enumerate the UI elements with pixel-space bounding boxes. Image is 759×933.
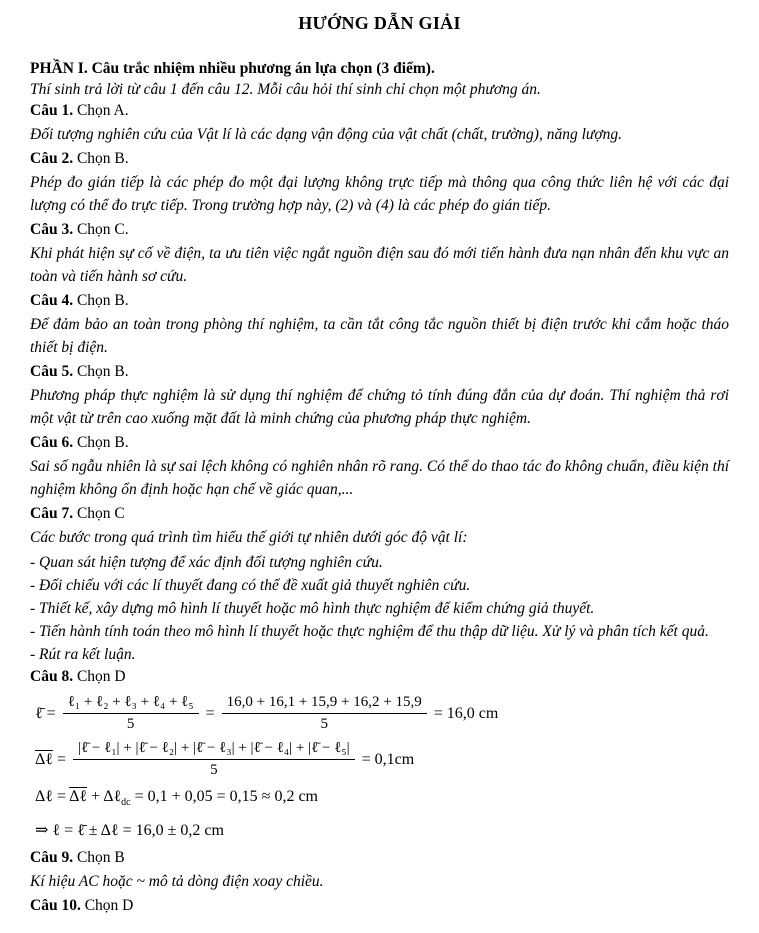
answer-choice: Chọn B. [76,292,129,309]
answer-line-cau-7 [30,503,729,525]
formula-text: + Δℓ [87,788,122,805]
formula-subscript: dc [121,797,131,808]
explanation-cau-5: Phương pháp thực nghiệm là sử dụng thí nghiệm để chứng tỏ tính đúng đắn của dự đoán. Thí nghiệm thả rơi một vật từ trên cao xuống mặt đất là minh chứng của phương pháp thực nghiệm. [30,387,729,427]
part1-instruction: Thí sinh trả lời từ câu 1 đến câu 12. Mỗi câu hỏi thí sinh chỉ chọn một phương án. [30,81,541,98]
answer-choice: Chọn B. [76,150,129,167]
answer-label: Câu 9. [30,849,74,866]
answer-line-cau-1 [30,100,729,122]
answer-choice: Chọn D [84,897,134,914]
formula-result: = 16,0 cm [429,704,499,722]
formula-lhs-overline: Δℓ [35,750,53,768]
fraction-denominator: 5 [126,716,135,732]
answer-label: Câu 3. [30,221,74,238]
explanation-cau-6: Sai số ngẫu nhiên là sự sai lệch không có nghiên nhân rõ rang. Có thể do thao tác đo không chuẩn, điều kiện thí nghiệm không ổn định hoặc hạn chế về giác quan,... [30,458,729,498]
fraction-numerator: ℓ₁ + ℓ₂ + ℓ₃ + ℓ₄ + ℓ₅ [63,693,199,714]
fraction [73,739,355,780]
fraction [63,693,199,734]
answer-choice: Chọn D [76,668,126,685]
answer-label: Câu 6. [30,434,74,451]
answer-choice: Chọn C. [76,221,129,238]
explanation-cau-4: Để đảm bảo an toàn trong phòng thí nghiệm, ta cần tắt công tắc nguồn thiết bị điện trước khi cắm hoặc tháo thiết bị điện. [30,316,729,356]
formula-overline: Δℓ [69,788,88,805]
formula-text: Δℓ = [35,788,70,805]
bullet-item: - Đối chiếu với các lí thuyết đang có thể đề xuất giả thuyết nghiên cứu. [30,577,471,594]
answer-line-cau-3 [30,219,729,241]
fraction-denominator: 5 [210,762,218,778]
fraction-numerator: 16,0 + 16,1 + 15,9 + 16,2 + 15,9 [222,693,427,714]
part1-heading: PHẦN I. Câu trắc nhiệm nhiều phương án lựa chọn (3 điểm). [30,60,435,77]
answer-label: Câu 5. [30,363,74,380]
answer-line-cau-6 [30,432,729,454]
bullet-item: - Rút ra kết luận. [30,646,136,663]
answer-label: Câu 2. [30,150,74,167]
formula-lhs: ℓ̄ = [35,704,60,722]
formula-total-error [35,785,729,815]
bullet-item: - Quan sát hiện tượng để xác định đối tượng nghiên cứu. [30,554,383,571]
answer-line-cau-9 [30,847,729,869]
answer-label: Câu 7. [30,505,74,522]
formula-text: = 0,1 + 0,05 = 0,15 ≈ 0,2 cm [130,788,318,805]
explanation-cau-2: Phép đo gián tiếp là các phép đo một đại lượng không trực tiếp mà thông qua công thức liên hệ với các đại lượng có thể đo trực tiếp. Trong trường hợp này, (2) và (4) là các phép đo gián tiếp. [30,174,729,214]
explanation-cau-1: Đối tượng nghiên cứu của Vật lí là các dạng vận động của vật chất (chất, trường), năng lượng. [30,126,622,143]
bullet-item: - Thiết kế, xây dựng mô hình lí thuyết hoặc mô hình thực nghiệm để kiểm chứng giả thuyết. [30,600,595,617]
answer-line-cau-4 [30,290,729,312]
formula-mean-deviation [35,739,729,780]
answer-label: Câu 10. [30,897,81,914]
fraction [222,693,427,734]
fraction-numerator: |ℓ̄ − ℓ₁| + |ℓ̄ − ℓ₂| + |ℓ̄ − ℓ₃| + |ℓ̄ − ℓ₄| + |ℓ̄ − ℓ₅| [73,739,355,760]
document-title: HƯỚNG DẪN GIẢI [298,13,461,33]
answer-choice: Chọn B. [76,363,129,380]
explanation-cau-9: Kí hiệu AC hoặc ~ mô tả dòng điện xoay chiều. [30,873,324,890]
answer-choice: Chọn B. [76,434,129,451]
answer-line-cau-10 [30,895,729,917]
answer-choice: Chọn A. [76,102,129,119]
formula-final-result [35,819,729,843]
fraction-denominator: 5 [320,716,328,732]
formula-text: ⇒ ℓ = ℓ̄ ± Δℓ = 16,0 ± 0,2 cm [35,822,224,839]
answer-label: Câu 4. [30,292,74,309]
answer-line-cau-8 [30,666,729,688]
explanation-cau-3: Khi phát hiện sự cố về điện, ta ưu tiên việc ngắt nguồn điện sau đó mới tiến hành đưa nạn nhân đến khu vực an toàn và tiến hành sơ cứu. [30,245,729,285]
answer-choice: Chọn C [76,505,125,522]
answer-line-cau-5 [30,361,729,383]
formula-equals: = [201,704,219,722]
bullet-item: - Tiến hành tính toán theo mô hình lí thuyết hoặc thực nghiệm để thu thập dữ liệu. Xử lý và phân tích kết quả. [30,623,709,640]
explanation-cau-7: Các bước trong quá trình tìm hiểu thế giới tự nhiên dưới góc độ vật lí: [30,529,468,546]
formula-mean-length [35,693,729,734]
answer-choice: Chọn B [76,849,125,866]
answer-label: Câu 1. [30,102,74,119]
formula-result: = 0,1cm [357,750,415,768]
answer-line-cau-2 [30,148,729,170]
answer-label: Câu 8. [30,668,74,685]
formula-equals: = [52,750,70,768]
